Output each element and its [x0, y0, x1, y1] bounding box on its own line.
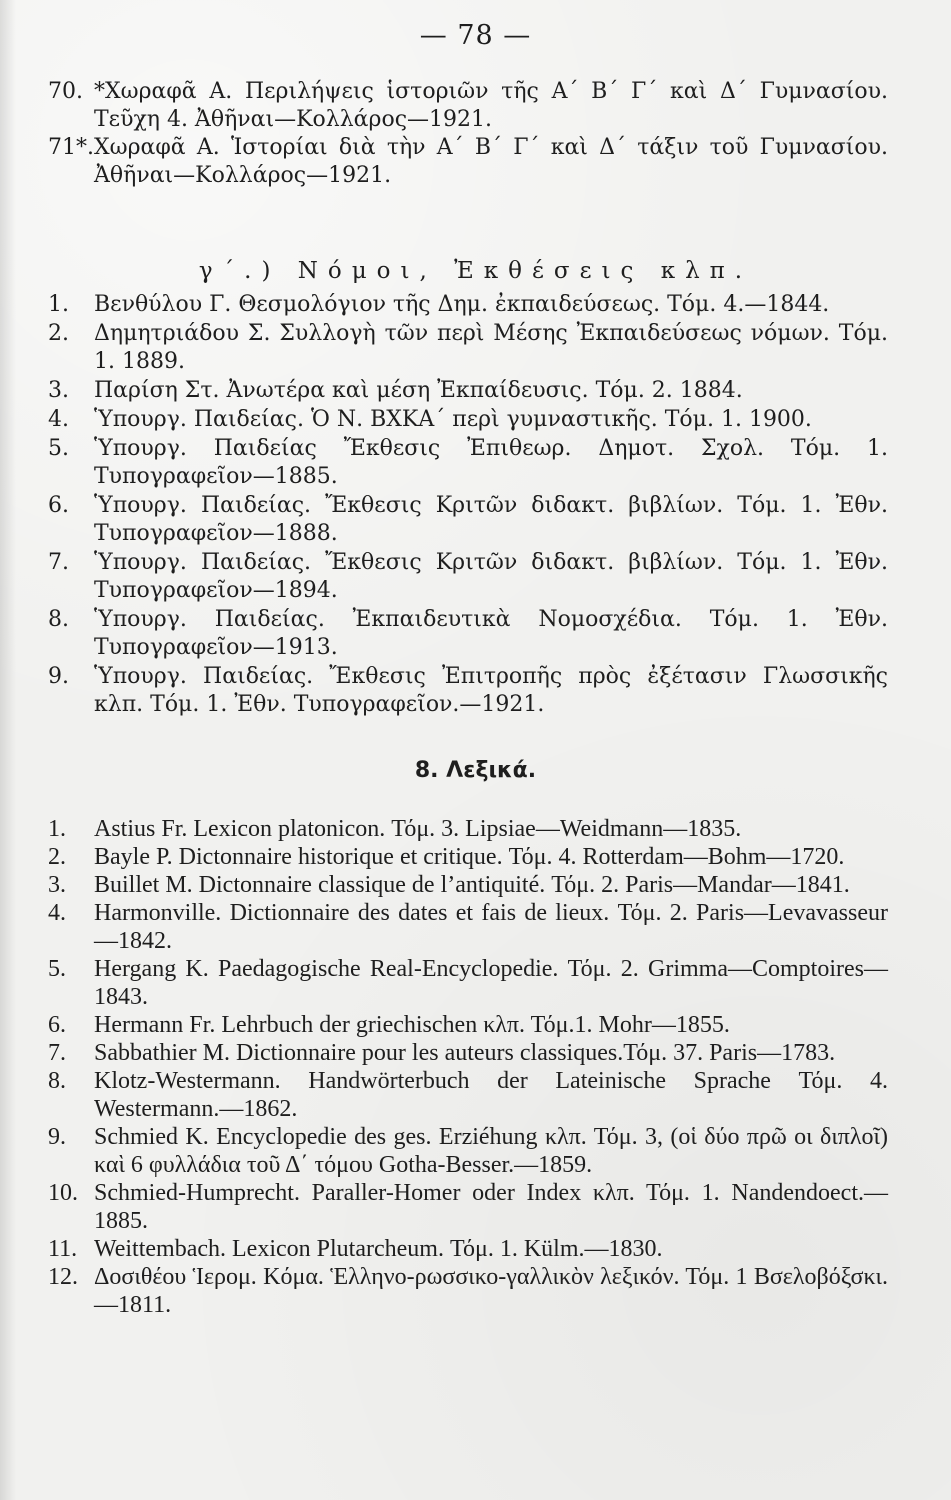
entry-number: 4.: [48, 900, 66, 926]
entry-text: Sabbathier M. Dictionnaire pour les auteurs classiques.Τόμ. 37. Paris—1783.: [94, 1040, 836, 1066]
bibliography-entry: [48, 78, 888, 134]
entry-number: 8.: [48, 607, 69, 632]
dictionary-entry: [48, 899, 888, 955]
entry-number: 71*.: [48, 135, 94, 160]
dictionary-entry: [48, 815, 888, 843]
dictionaries-section: [48, 815, 888, 1319]
entry-text: Δημητριάδου Σ. Συλλογὴ τῶν περὶ Μέσης Ἐκπαιδεύσεως νόμων. Τόμ. 1. 1889.: [94, 321, 888, 374]
entry-text: Astius Fr. Lexicon platonicon. Τόμ. 3. Lipsiae—Weidmann—1835.: [94, 816, 742, 842]
entry-text: Ὑπουργ. Παιδείας. Ὁ Ν. ΒΧΚΑ΄ περὶ γυμναστικῆς. Τόμ. 1. 1900.: [94, 407, 812, 432]
entry-number: 10.: [48, 1180, 78, 1206]
laws-section: [48, 291, 888, 720]
dictionary-entry: [48, 1235, 888, 1263]
entry-number: 8.: [48, 1068, 66, 1094]
dictionary-entry: [48, 1067, 888, 1123]
law-entry: [48, 549, 888, 605]
entry-text: Ὑπουργ. Παιδείας. Ἔκθεσις Ἐπιτροπῆς πρὸς ἐξέτασιν Γλωσσικῆς κλπ. Τόμ. 1. Ἐθν. Τυπογραφεῖον.—1921.: [94, 664, 888, 717]
intro-bibliography-section: [48, 78, 888, 190]
entry-number: 1.: [48, 292, 69, 317]
bibliography-entry: [48, 134, 888, 190]
law-entry: [48, 320, 888, 376]
entry-number: 2.: [48, 844, 66, 870]
dictionary-entry: [48, 1039, 888, 1067]
law-entry: [48, 406, 888, 434]
entry-number: 1.: [48, 816, 66, 842]
entry-text: Buillet M. Dictonnaire classique de l’antiquité. Τόμ. 2. Paris—Mandar—1841.: [94, 872, 850, 898]
entry-number: 5.: [48, 956, 66, 982]
law-entry: [48, 492, 888, 548]
dictionary-entry: [48, 843, 888, 871]
entry-text: Βενθύλου Γ. Θεσμολόγιον τῆς Δημ. ἐκπαιδεύσεως. Τόμ. 4.—1844.: [94, 292, 830, 317]
entry-number: 7.: [48, 550, 69, 575]
entry-number: 7.: [48, 1040, 66, 1066]
entry-text: Ὑπουργ. Παιδείας. Ἐκπαιδευτικὰ Νομοσχέδια. Τόμ. 1. Ἐθν. Τυπογραφεῖον—1913.: [94, 607, 888, 660]
dictionaries-section-heading: 8. Λεξικά.: [414, 758, 537, 783]
entry-text: Harmonville. Dictionnaire des dates et fais de lieux. Τόμ. 2. Paris—Levavasseur—1842.: [94, 900, 888, 954]
dictionary-entry: [48, 871, 888, 899]
entry-text: Παρίση Στ. Ἀνωτέρα καὶ μέση Ἐκπαίδευσις. Τόμ. 2. 1884.: [94, 378, 743, 403]
dictionary-entry: [48, 955, 888, 1011]
law-entry: [48, 435, 888, 491]
entry-text: Ὑπουργ. Παιδείας Ἔκθεσις Ἐπιθεωρ. Δημοτ. Σχολ. Τόμ. 1. Τυπογραφεῖον—1885.: [94, 436, 888, 489]
entry-number: 6.: [48, 493, 69, 518]
entry-number: 70.: [48, 79, 83, 104]
entry-text: *Χωραφᾶ Α. Περιλήψεις ἱστοριῶν τῆς Α΄ Β΄ Γ΄ καὶ Δ΄ Γυμνασίου. Τεῦχη 4. Ἀθῆναι—Κολλάρος—1921.: [94, 79, 888, 132]
dictionary-entry: [48, 1179, 888, 1235]
page-number: — 78 —: [419, 20, 532, 51]
entry-number: 2.: [48, 321, 69, 346]
entry-text: Δοσιθέου Ἱερομ. Κόμα. Ἑλληνο-ρωσσικο-γαλλικὸν λεξικόν. Τόμ. 1 Βσελοβόξσκι.—1811.: [94, 1264, 888, 1318]
entry-number: 3.: [48, 872, 66, 898]
entry-text: Ὑπουργ. Παιδείας. Ἔκθεσις Κριτῶν διδακτ. βιβλίων. Τόμ. 1. Ἐθν. Τυπογραφεῖον—1894.: [94, 550, 888, 603]
entry-number: 9.: [48, 1124, 66, 1150]
entry-number: 11.: [48, 1236, 78, 1262]
entry-text: Bayle P. Dictonnaire historique et critique. Τόμ. 4. Rotterdam—Bohm—1720.: [94, 844, 845, 870]
entry-text: Χωραφᾶ Α. Ἱστορίαι διὰ τὴν Α΄ Β΄ Γ΄ καὶ Δ΄ τάξιν τοῦ Γυμνασίου. Ἀθῆναι—Κολλάρος—1921.: [94, 135, 888, 188]
law-entry: [48, 606, 888, 662]
entry-number: 6.: [48, 1012, 66, 1038]
dictionary-entry: [48, 1123, 888, 1179]
law-entry: [48, 663, 888, 719]
scan-edge-shadow: [0, 0, 16, 1500]
entry-number: 9.: [48, 664, 69, 689]
entry-text: Klotz-Westermann. Handwörterbuch der Lateinische Sprache Τόμ. 4. Westermann.—1862.: [94, 1068, 888, 1122]
entry-text: Hermann Fr. Lehrbuch der griechischen κλπ. Τόμ.1. Mohr—1855.: [94, 1012, 730, 1038]
entry-number: 12.: [48, 1264, 78, 1290]
entry-text: Schmied K. Encyclopedie des ges. Erziéhung κλπ. Τόμ. 3, (οἱ δύο πρῶ οι διπλοῖ) καὶ 6 φυλλάδια τοῦ Δ΄ τόμου Gotha-Besser.—1859.: [94, 1124, 888, 1178]
entry-number: 4.: [48, 407, 69, 432]
law-entry: [48, 377, 888, 405]
entry-text: Hergang K. Paedagogische Real-Encyclopedie. Τόμ. 2. Grimma—Comptoires—1843.: [94, 956, 888, 1010]
entry-text: Schmied-Humprecht. Paraller-Homer oder Index κλπ. Τόμ. 1. Nandendoect.—1885.: [94, 1180, 888, 1234]
entry-number: 5.: [48, 436, 69, 461]
dictionary-entry: [48, 1263, 888, 1319]
law-entry: [48, 291, 888, 319]
entry-text: Weittembach. Lexicon Plutarcheum. Τόμ. 1. Külm.—1830.: [94, 1236, 663, 1262]
entry-number: 3.: [48, 378, 69, 403]
laws-section-heading: γ΄.) Νόμοι, Ἐκθέσεις κλπ.: [198, 258, 753, 284]
dictionary-entry: [48, 1011, 888, 1039]
entry-text: Ὑπουργ. Παιδείας. Ἔκθεσις Κριτῶν διδακτ. βιβλίων. Τόμ. 1. Ἐθν. Τυπογραφεῖον—1888.: [94, 493, 888, 546]
